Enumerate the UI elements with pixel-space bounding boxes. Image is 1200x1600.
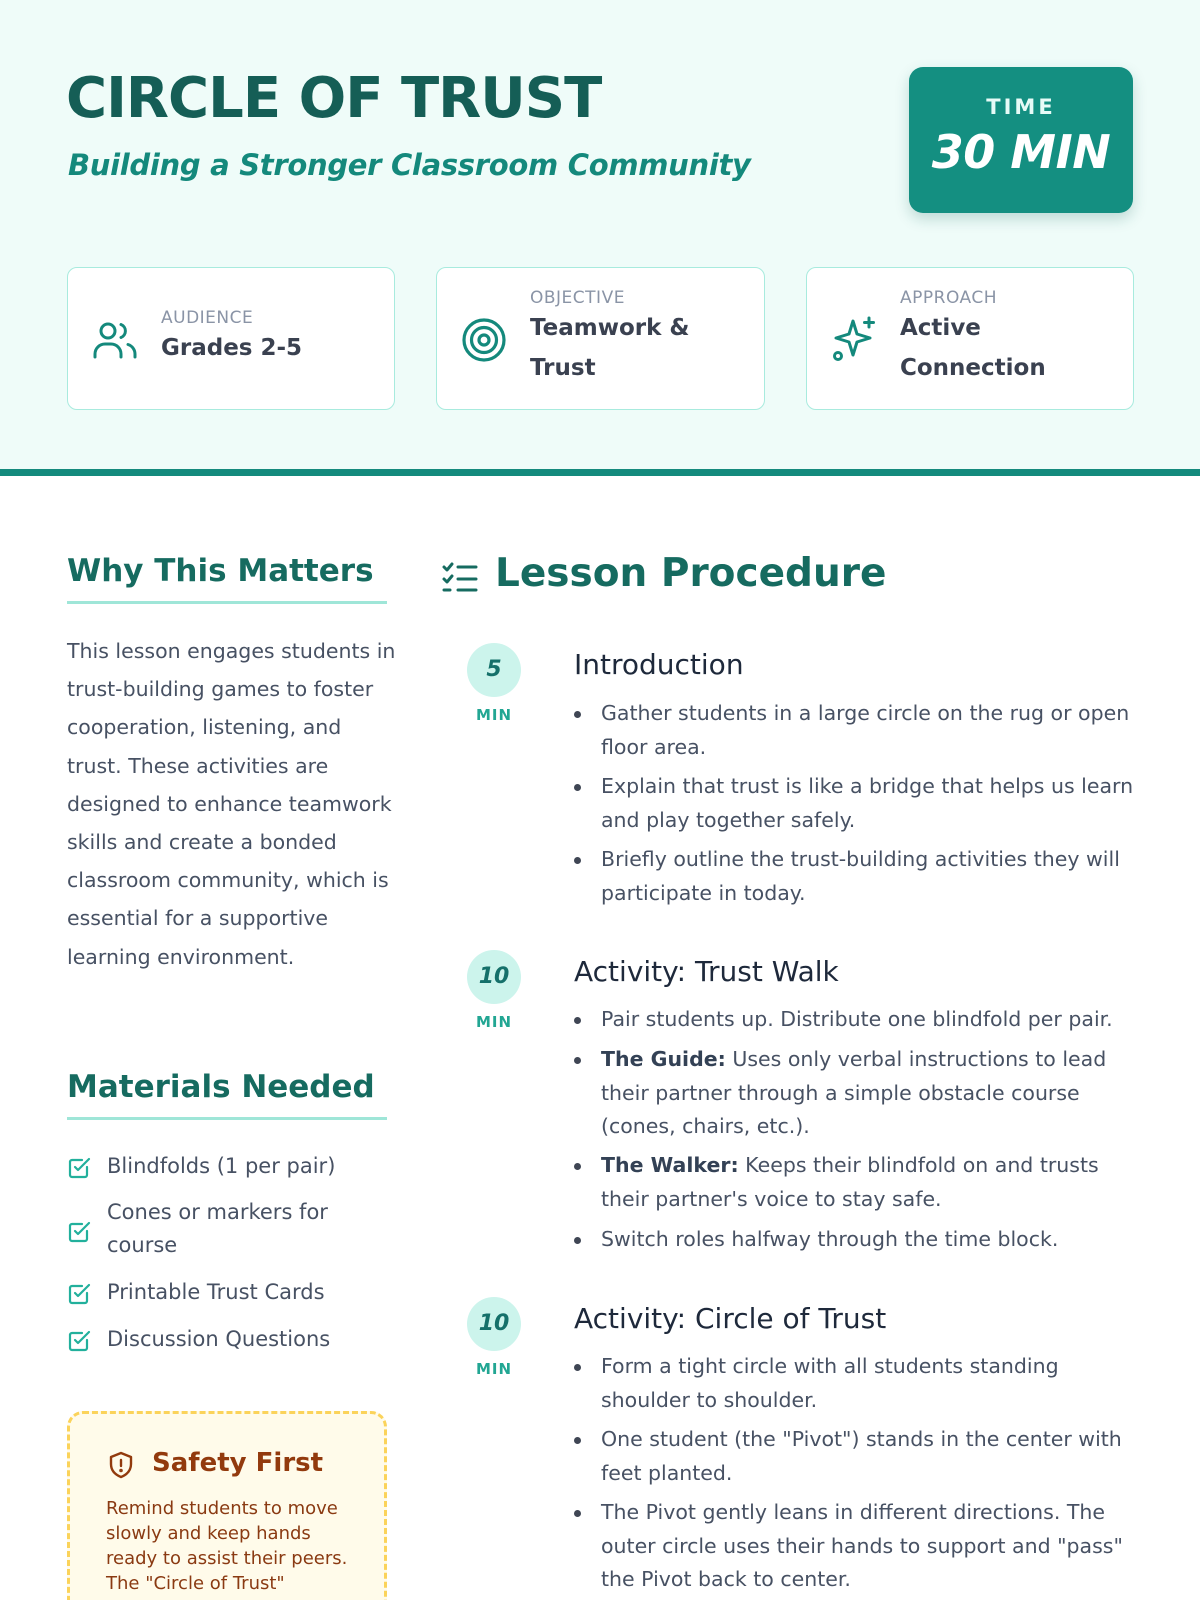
bullet-text: Keeps their blindfold on and trusts their partner's voice to stay safe.	[601, 1153, 1099, 1211]
step-bullet	[574, 770, 1138, 837]
step-bullet	[574, 1423, 1138, 1490]
procedure-heading: Lesson Procedure	[495, 551, 887, 596]
checkbox-checked-icon	[67, 1220, 91, 1244]
step-bullet	[574, 1003, 1138, 1037]
bullet-text: Briefly outline the trust-building activities they will participate in today.	[601, 847, 1120, 905]
step-duration-unit: MIN	[475, 1013, 513, 1031]
checkbox-checked-icon	[67, 1156, 91, 1180]
approach-value-line2: Connection	[900, 355, 1046, 381]
step-duration-badge: 10	[467, 950, 521, 1004]
step-title: Activity: Circle of Trust	[574, 1302, 887, 1335]
bullet-text: Pair students up. Distribute one blindfold per pair.	[601, 1007, 1113, 1031]
step-title: Activity: Trust Walk	[574, 955, 839, 988]
shield-alert-icon	[106, 1450, 136, 1480]
bullet-bold-label: The Guide:	[601, 1047, 726, 1071]
objective-value-line2: Trust	[530, 355, 596, 381]
target-icon	[459, 315, 509, 365]
step-bullet	[574, 1496, 1138, 1597]
bullet-text: Gather students in a large circle on the rug or open floor area.	[601, 701, 1130, 759]
checklist-icon	[441, 559, 479, 597]
material-label: Cones or markers for course	[107, 1200, 328, 1257]
objective-card	[436, 267, 765, 410]
approach-value-line1: Active	[900, 315, 981, 341]
time-value: 30 MIN	[931, 125, 1111, 179]
step-duration-unit: MIN	[475, 1360, 513, 1378]
material-label: Discussion Questions	[107, 1327, 331, 1351]
step-duration-badge: 5	[467, 643, 521, 697]
approach-label: APPROACH	[900, 288, 998, 308]
safety-text: Remind students to move slowly and keep hands ready to assist their peers. The "Circle of Trust"	[106, 1498, 348, 1594]
time-badge	[909, 67, 1133, 213]
bullet-text: Switch roles halfway through the time block.	[601, 1227, 1059, 1251]
bullet-text: Form a tight circle with all students standing shoulder to shoulder.	[601, 1354, 1059, 1412]
page-title: CIRCLE OF TRUST	[66, 66, 602, 131]
step-title: Introduction	[574, 648, 744, 681]
checkbox-checked-icon	[67, 1329, 91, 1353]
safety-title: Safety First	[152, 1448, 324, 1478]
sparkle-icon	[829, 315, 879, 365]
material-label: Printable Trust Cards	[107, 1280, 325, 1304]
bullet-text: Explain that trust is like a bridge that helps us learn and play together safely.	[601, 774, 1134, 832]
audience-value: Grades 2-5	[161, 335, 303, 361]
objective-label: OBJECTIVE	[530, 288, 625, 308]
step-duration-badge: 10	[467, 1297, 521, 1351]
step-bullet	[574, 1149, 1138, 1216]
step-bullet	[574, 1223, 1138, 1257]
page-subtitle: Building a Stronger Classroom Community	[68, 148, 751, 182]
checkbox-checked-icon	[67, 1282, 91, 1306]
bullet-text: The Pivot gently leans in different directions. The outer circle uses their hands to support and "pass" the Pivot back to center.	[601, 1500, 1123, 1591]
audience-label: AUDIENCE	[161, 308, 254, 328]
safety-callout	[67, 1411, 387, 1600]
step-bullet	[574, 1043, 1138, 1144]
step-bullet	[574, 843, 1138, 910]
objective-value-line1: Teamwork &	[530, 315, 690, 341]
users-icon	[90, 315, 140, 365]
step-bullet	[574, 697, 1138, 764]
bullet-bold-label: The Walker:	[601, 1153, 739, 1177]
materials-heading: Materials Needed	[67, 1069, 387, 1120]
step-duration-unit: MIN	[475, 706, 513, 724]
header-banner	[0, 0, 1200, 476]
audience-card	[67, 267, 395, 410]
approach-card	[806, 267, 1134, 410]
time-label: TIME	[986, 95, 1056, 119]
bullet-text: One student (the "Pivot") stands in the center with feet planted.	[601, 1427, 1122, 1485]
why-text: This lesson engages students in trust-building games to foster cooperation, listening, and trust. These activities are designed to enhance teamwork skills and create a bonded classroom community, which is essential for a supportive learning environment.	[67, 639, 396, 969]
material-label: Blindfolds (1 per pair)	[107, 1154, 336, 1178]
why-heading: Why This Matters	[67, 553, 387, 604]
step-bullet	[574, 1350, 1138, 1417]
bullet-text: Uses only verbal instructions to lead their partner through a simple obstacle course (cones, chairs, etc.).	[601, 1047, 1107, 1138]
